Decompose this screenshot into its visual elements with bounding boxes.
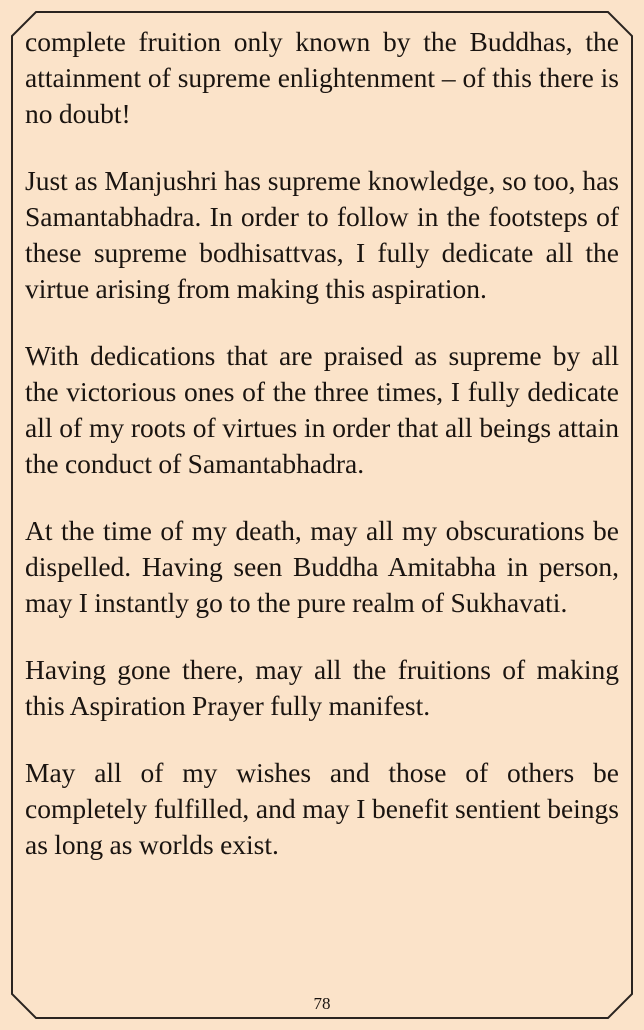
paragraph-fruition: complete fruition only known by the Buddhas, the attainment of supreme enlightenment – of this there is no doubt! [25, 26, 619, 129]
paragraph-death: At the time of my death, may all my obscurations be dispelled. Having seen Buddha Amitabha in person, may I instantly go to the pure realm of Sukhavati. [25, 515, 619, 618]
paragraph-dedications: With dedications that are praised as supreme by all the victorious ones of the three times, I fully dedicate all of my roots of virtues in order that all beings attain the conduct of Samantabhadra. [25, 340, 619, 479]
paragraph-gone-there: Having gone there, may all the fruitions of making this Aspiration Prayer fully manifest. [25, 654, 619, 721]
page-number: 78 [313, 994, 331, 1013]
body-text [25, 24, 619, 894]
paragraph-wishes: May all of my wishes and those of others be completely fulfilled, and may I benefit sentient beings as long as worlds exist. [25, 757, 619, 860]
paragraph-manjushri: Just as Manjushri has supreme knowledge, so too, has Samantabhadra. In order to follow in the footsteps of these supreme bodhisattvas, I fully dedicate all the virtue arising from making this aspiration. [25, 165, 619, 304]
